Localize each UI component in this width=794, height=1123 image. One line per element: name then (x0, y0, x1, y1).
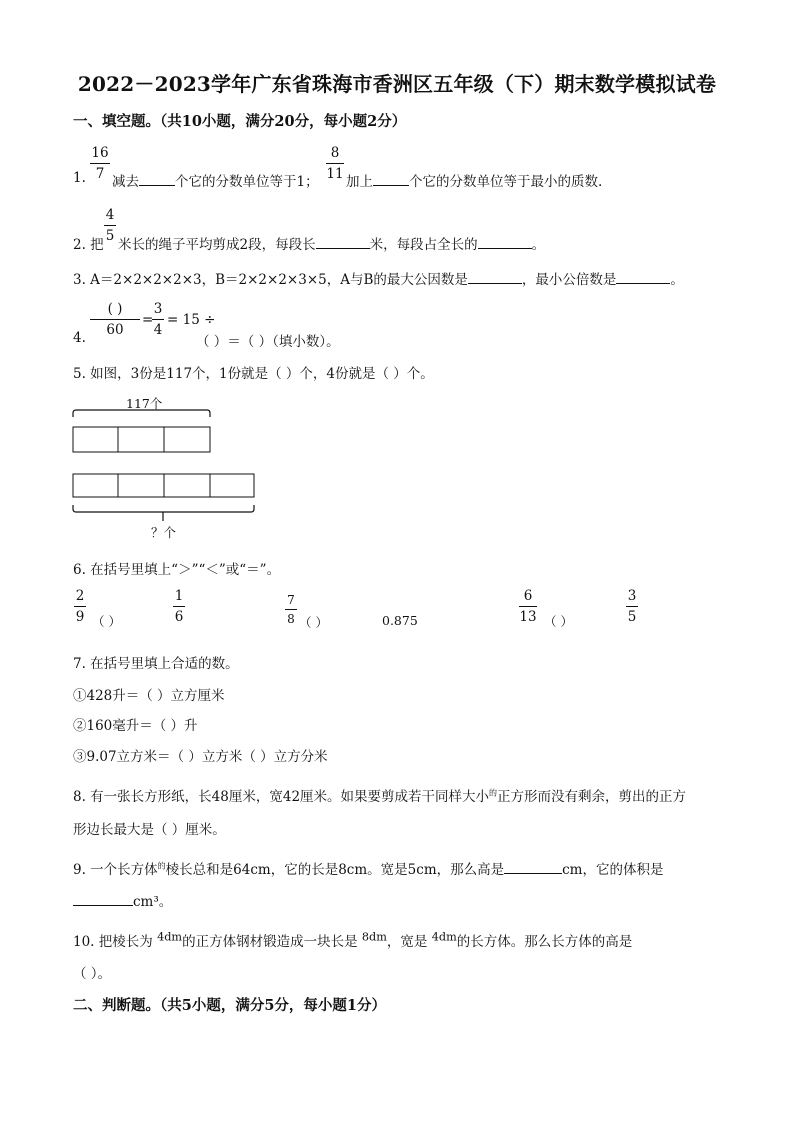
fraction-3-4: 3 4 (153, 301, 163, 338)
top-box (118, 427, 164, 452)
compare-gap[interactable]: （ ） (544, 614, 573, 629)
answer-blank[interactable] (139, 171, 175, 186)
q10-line-1: 10. 把棱长为 $^{4dm}$的正方体钢材锻造成一块长是 $^{8dm}$，宽是 $^{4dm}$的长方体。那么长方体的高是 (73, 930, 633, 950)
fraction-1-6: 1 6 (174, 588, 184, 625)
section-heading-fill-in: 一、填空题。（共10小题，满分20分，每小题2分） (73, 113, 407, 130)
compare-gap[interactable]: （ ） (299, 615, 328, 630)
top-brace (73, 410, 210, 417)
section-heading-true-false: 二、判断题。（共5小题，满分5分，每小题1分） (73, 997, 387, 1014)
q7-line-2: ②160毫升＝（ ）升 (73, 718, 198, 734)
answer-blank[interactable] (478, 234, 532, 249)
q8-line-1: 8. 有一张长方形纸，长48厘米，宽42厘米。如果要剪成若干同样大小$^的$正方形而没有剩余，剪出的正方 (73, 788, 687, 805)
q8-line-2: 形边长最大是（ ）厘米。 (73, 822, 226, 838)
question-number: 2. 把 (73, 237, 104, 253)
segment-diagram (70, 405, 260, 525)
answer-blank[interactable] (468, 269, 522, 284)
q2-text: 米长的绳子平均剪成2段，每段长 米，每段占全长的 。 (118, 233, 545, 253)
q6-text: 6. 在括号里填上“＞”“＜”或“＝”。 (73, 562, 281, 578)
question-3: 3. A＝2×2×2×2×3，B＝2×2×2×3×5，A与B的最大公因数是 ，最小公倍数是 。 (73, 268, 684, 288)
q7-line-3: ③9.07立方米＝（ ）立方米（ ）立方分米 (73, 749, 328, 765)
bottom-box (73, 474, 118, 497)
fraction-3-5: 3 5 (627, 588, 637, 625)
q4-division: = 15 ÷ (167, 312, 216, 328)
bottom-box (210, 474, 254, 497)
q10-line-2: （ ）。 (73, 966, 112, 982)
question-number: 4. (73, 330, 86, 346)
top-box (73, 427, 118, 452)
top-box (164, 427, 210, 452)
q1-text-1: 减去 个它的分数单位等于1； (112, 170, 319, 190)
page-title: 2022－2023学年广东省珠海市香洲区五年级（下）期末数学模拟试卷 (77, 72, 717, 96)
bottom-brace-label: ？个 (151, 525, 177, 540)
answer-blank[interactable] (616, 269, 670, 284)
q7-line-1: ①428升＝（ ）立方厘米 (73, 688, 225, 704)
compare-gap[interactable]: （ ） (92, 614, 121, 629)
q4-text: （ ）＝（ ）（填小数）。 (196, 334, 340, 350)
fraction-blank-60: ( ) 60 (90, 300, 140, 339)
fraction-16-7: 16 7 (91, 145, 109, 182)
q1-text-2: 加上 个它的分数单位等于最小的质数. (346, 170, 602, 190)
bottom-box (164, 474, 210, 497)
fraction-8-11: 8 11 (326, 145, 344, 182)
q9-line-2: cm³。 (73, 890, 172, 910)
question-number: 1. (73, 170, 86, 186)
fraction-6-13: 6 13 (519, 588, 537, 625)
answer-blank[interactable] (316, 234, 370, 249)
q7-text: 7. 在括号里填上合适的数。 (73, 656, 239, 672)
top-brace-label: 117个 (126, 396, 163, 411)
bottom-brace (73, 505, 254, 512)
answer-blank[interactable] (504, 859, 562, 874)
bottom-box (118, 474, 164, 497)
q9-line-1: 9. 一个长方体$^的$棱长总和是64cm，它的长是8cm。宽是5cm，那么高是 cm，它的体积是 (73, 858, 664, 878)
decimal-value: 0.875 (382, 613, 418, 628)
fraction-2-9: 2 9 (75, 588, 85, 625)
answer-blank[interactable] (373, 171, 409, 186)
q5-text: 5. 如图，3份是117个，1份就是（ ）个，4份就是（ ）个。 (73, 366, 434, 382)
fraction-4-5: 4 5 (105, 207, 115, 244)
fraction-7-8: 7 8 (285, 592, 297, 627)
equals-sign: = (142, 312, 154, 328)
answer-blank[interactable] (73, 891, 133, 906)
